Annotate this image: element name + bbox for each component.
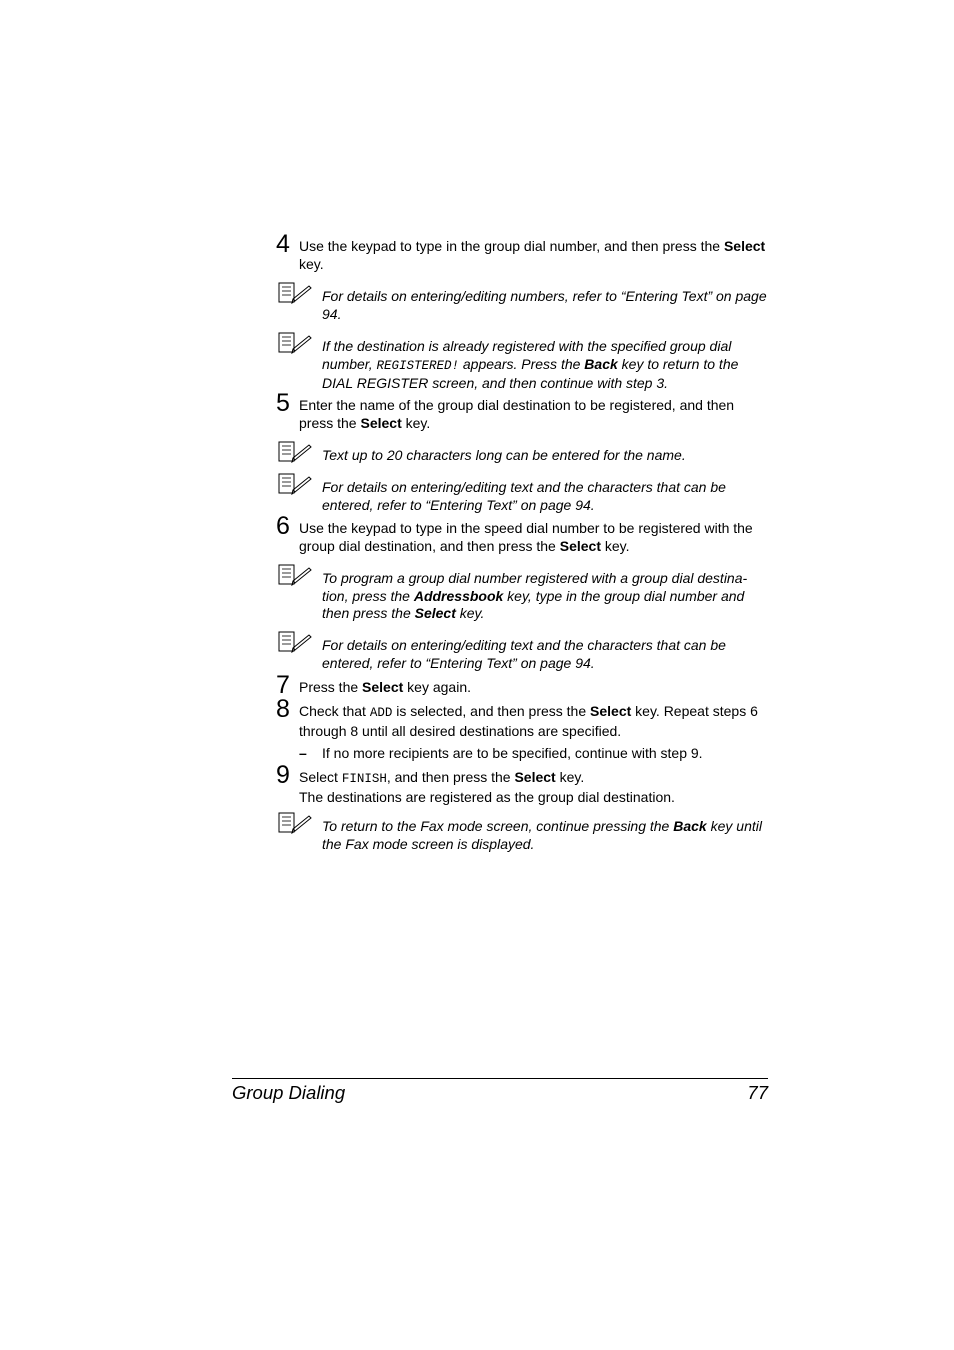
step-text: key.: [299, 255, 324, 272]
step-8-text: [299, 703, 769, 740]
step-text: Press the: [299, 679, 363, 695]
note-text: key until the Fax mode screen is displayed.: [322, 818, 762, 852]
note-text: appears. Press the: [459, 355, 585, 372]
step-text: Use the keypad to type in the speed dial number to be registered with the group dial destination, and then press the: [299, 520, 753, 554]
note-pencil-icon: [278, 631, 314, 653]
footer-rule: [232, 1078, 768, 1079]
note-text: key.: [455, 605, 485, 621]
note-3: Text up to 20 characters long can be entered for the name.: [322, 447, 686, 463]
footer-section-title: Group Dialing: [232, 1082, 346, 1103]
step-text: key.: [401, 414, 431, 431]
step-number: 4: [276, 230, 290, 258]
key-name: Select: [414, 605, 456, 621]
note-text: If the destination is already registered with the specified group dial number,: [322, 338, 732, 372]
note-2: [322, 338, 768, 393]
step-text: Select: [299, 769, 342, 785]
step-text: key again.: [403, 679, 471, 695]
step-text: Check that: [299, 703, 370, 719]
key-name: Select: [360, 414, 402, 431]
note-pencil-icon: [278, 441, 314, 463]
note-1: For details on entering/editing numbers, refer to “Entering Text” on page 94.: [322, 288, 767, 322]
step-text: key.: [555, 769, 585, 785]
display-message: FINISH: [341, 772, 387, 786]
step-number: 9: [276, 761, 290, 789]
step-number: 8: [276, 695, 290, 723]
note-pencil-icon: [278, 812, 314, 834]
step-text: The destinations are registered as the group dial destination.: [299, 788, 675, 805]
step-4-text: [299, 238, 769, 273]
note-text: To program a group dial number registered with a group dial destina-tion, press the: [322, 570, 748, 604]
key-name: Back: [673, 818, 707, 834]
note-7: [322, 818, 768, 853]
key-name: Select: [362, 679, 404, 695]
key-name: Select: [723, 238, 766, 254]
note-pencil-icon: [278, 473, 314, 495]
step-text: key. Repeat steps 6 through 8 until all desired destinations are specified.: [299, 703, 758, 739]
step-9-text: [299, 769, 769, 806]
note-text: To return to the Fax mode screen, continue pressing the: [322, 818, 674, 834]
note-pencil-icon: [278, 564, 314, 586]
note-4: For details on entering/editing text and the characters that can be entered, refer to “Entering Text” on page 94.: [322, 479, 726, 513]
step-text: Enter the name of the group dial destination to be registered, and then press the: [299, 397, 735, 431]
key-name: Select: [514, 769, 556, 785]
bullet-text: If no more recipients are to be specified, continue with step 9.: [322, 745, 703, 761]
note-6: For details on entering/editing text and the characters that can be entered, refer to “Entering Text” on page 94.: [322, 637, 726, 671]
step-text: , and then press the: [386, 769, 515, 785]
step-5-text: [299, 397, 769, 432]
step-number: 5: [276, 389, 290, 417]
display-message: REGISTERED!: [376, 358, 459, 373]
step-7-text: [299, 679, 769, 697]
note-text: key, type in the group dial number and then press the: [322, 587, 745, 621]
step-number: 6: [276, 512, 290, 540]
bullet-dash: –: [299, 745, 307, 761]
note-pencil-icon: [278, 332, 314, 354]
key-name: Back: [584, 355, 618, 372]
note-pencil-icon: [278, 282, 314, 304]
note-text: key to return to the DIAL REGISTER screen, and then continue with step 3.: [322, 355, 739, 391]
key-name: Addressbook: [413, 587, 504, 604]
step-number: 7: [276, 671, 290, 699]
step-text: key.: [601, 537, 630, 554]
note-5: [322, 570, 768, 623]
step-text: Use the keypad to type in the group dial number, and then press the: [299, 238, 724, 254]
step-text: is selected, and then press the: [392, 703, 591, 719]
display-message: ADD: [369, 706, 393, 720]
page-number: 77: [747, 1082, 768, 1103]
key-name: Select: [559, 537, 601, 554]
key-name: Select: [590, 703, 632, 719]
step-6-text: [299, 520, 769, 555]
